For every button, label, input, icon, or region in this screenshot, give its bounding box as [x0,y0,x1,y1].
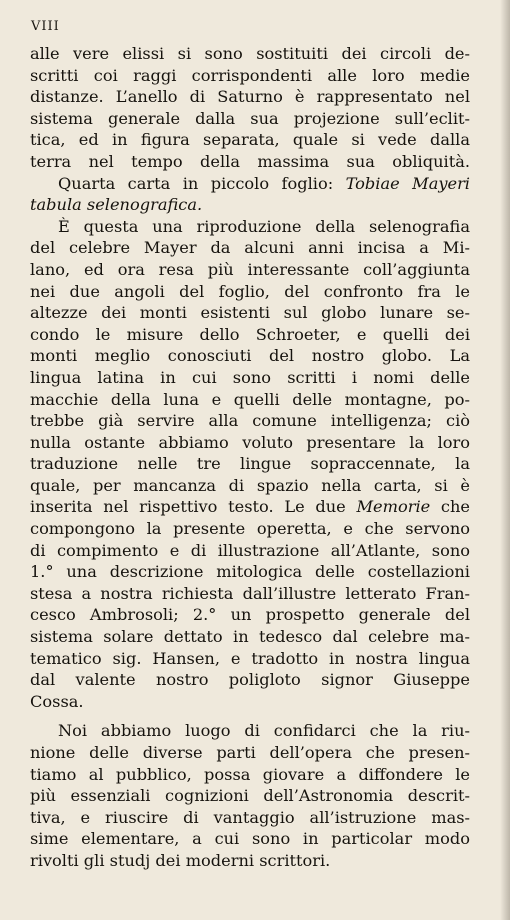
italic-text: tabula selenografica. [30,195,203,215]
italic-text: Tobiae Mayeri [345,173,470,193]
page-edge-shadow [500,0,510,920]
text-line: nei due angoli del foglio, del confronto fra le [30,281,470,301]
text-line: traduzione nelle tre lingue sopraccennate, la [30,454,470,474]
text-line: cesco Ambrosoli; 2.° un prospetto generale del [30,605,470,625]
text-line: stesa a nostra richiesta dall’illustre letterato Fran- [30,583,470,603]
page-number: VIII [31,19,60,34]
paragraph-gap [30,712,470,720]
text-run: che [430,497,470,517]
text-line: trebbe già servire alla comune intelligenza; ciò [30,411,470,431]
text-line: tiva, e riuscire di vantaggio all’istruzione mas- [30,807,470,827]
text-line: del celebre Mayer da alcuni anni incisa a Mi- [30,238,470,258]
italic-text: Memorie [356,497,431,517]
text-line: scritti coi raggi corrispondenti alle loro medie [30,65,470,85]
body-text [30,43,470,872]
text-line: di compimento e di illustrazione all’Atlante, sono [30,540,470,560]
text-run: inserita nel rispettivo testo. Le due [30,497,357,517]
text-line: condo le misure dello Schroeter, e quelli dei [30,324,470,344]
text-line: Noi abbiamo luogo di confidarci che la riu- [58,721,470,741]
text-line: distanze. L’anello di Saturno è rappresentato nel [30,87,470,107]
text-run: rivolti gli studj dei moderni scrittori. [30,850,331,870]
text-line: dal valente nostro poligloto signor Giuseppe [30,670,470,690]
text-line: tica, ed in figura separata, quale si vede dalla [30,130,470,150]
text-line: 1.° una descrizione mitologica delle costellazioni [30,562,470,582]
text-line: macchie della luna e quelli delle montagne, po- [30,389,470,409]
text-line: tiamo al pubblico, possa giovare a diffondere le [30,764,470,784]
text-line: nulla ostante abbiamo voluto presentare la loro [30,432,470,452]
text-run: Cossa. [30,691,84,711]
text-line: sistema generale dalla sua projezione sull’eclit- [30,108,470,128]
text-line [30,850,470,872]
text-line [30,496,470,518]
text-line [30,691,470,713]
text-line: È questa una riproduzione della selenografia [58,216,470,236]
text-line: tematico sig. Hansen, e tradotto in nostra lingua [30,648,470,668]
text-line: compongono la presente operetta, e che servono [30,519,470,539]
text-line: terra nel tempo della massima sua obliquità. [30,151,470,171]
text-line [30,194,470,216]
text-line: sime elementare, a cui sono in particolar modo [30,829,470,849]
text-line: quale, per mancanza di spazio nella carta, si è [30,475,470,495]
text-line: altezze dei monti esistenti sul globo lunare se- [30,303,470,323]
text-line: più essenziali cognizioni dell’Astronomia descrit- [30,786,470,806]
text-line: alle vere elissi si sono sostituiti dei circoli de- [30,44,470,63]
text-line: nione delle diverse parti dell’opera che presen- [30,743,470,762]
text-line [30,173,470,195]
text-line: lingua latina in cui sono scritti i nomi delle [30,367,470,387]
text-run: Quarta carta in piccolo foglio: [58,173,346,193]
text-line: lano, ed ora resa più interessante coll’aggiunta [30,259,470,279]
text-line: monti meglio conosciuti del nostro globo. La [30,346,470,366]
text-line: sistema solare dettato in tedesco dal celebre ma- [30,627,470,647]
